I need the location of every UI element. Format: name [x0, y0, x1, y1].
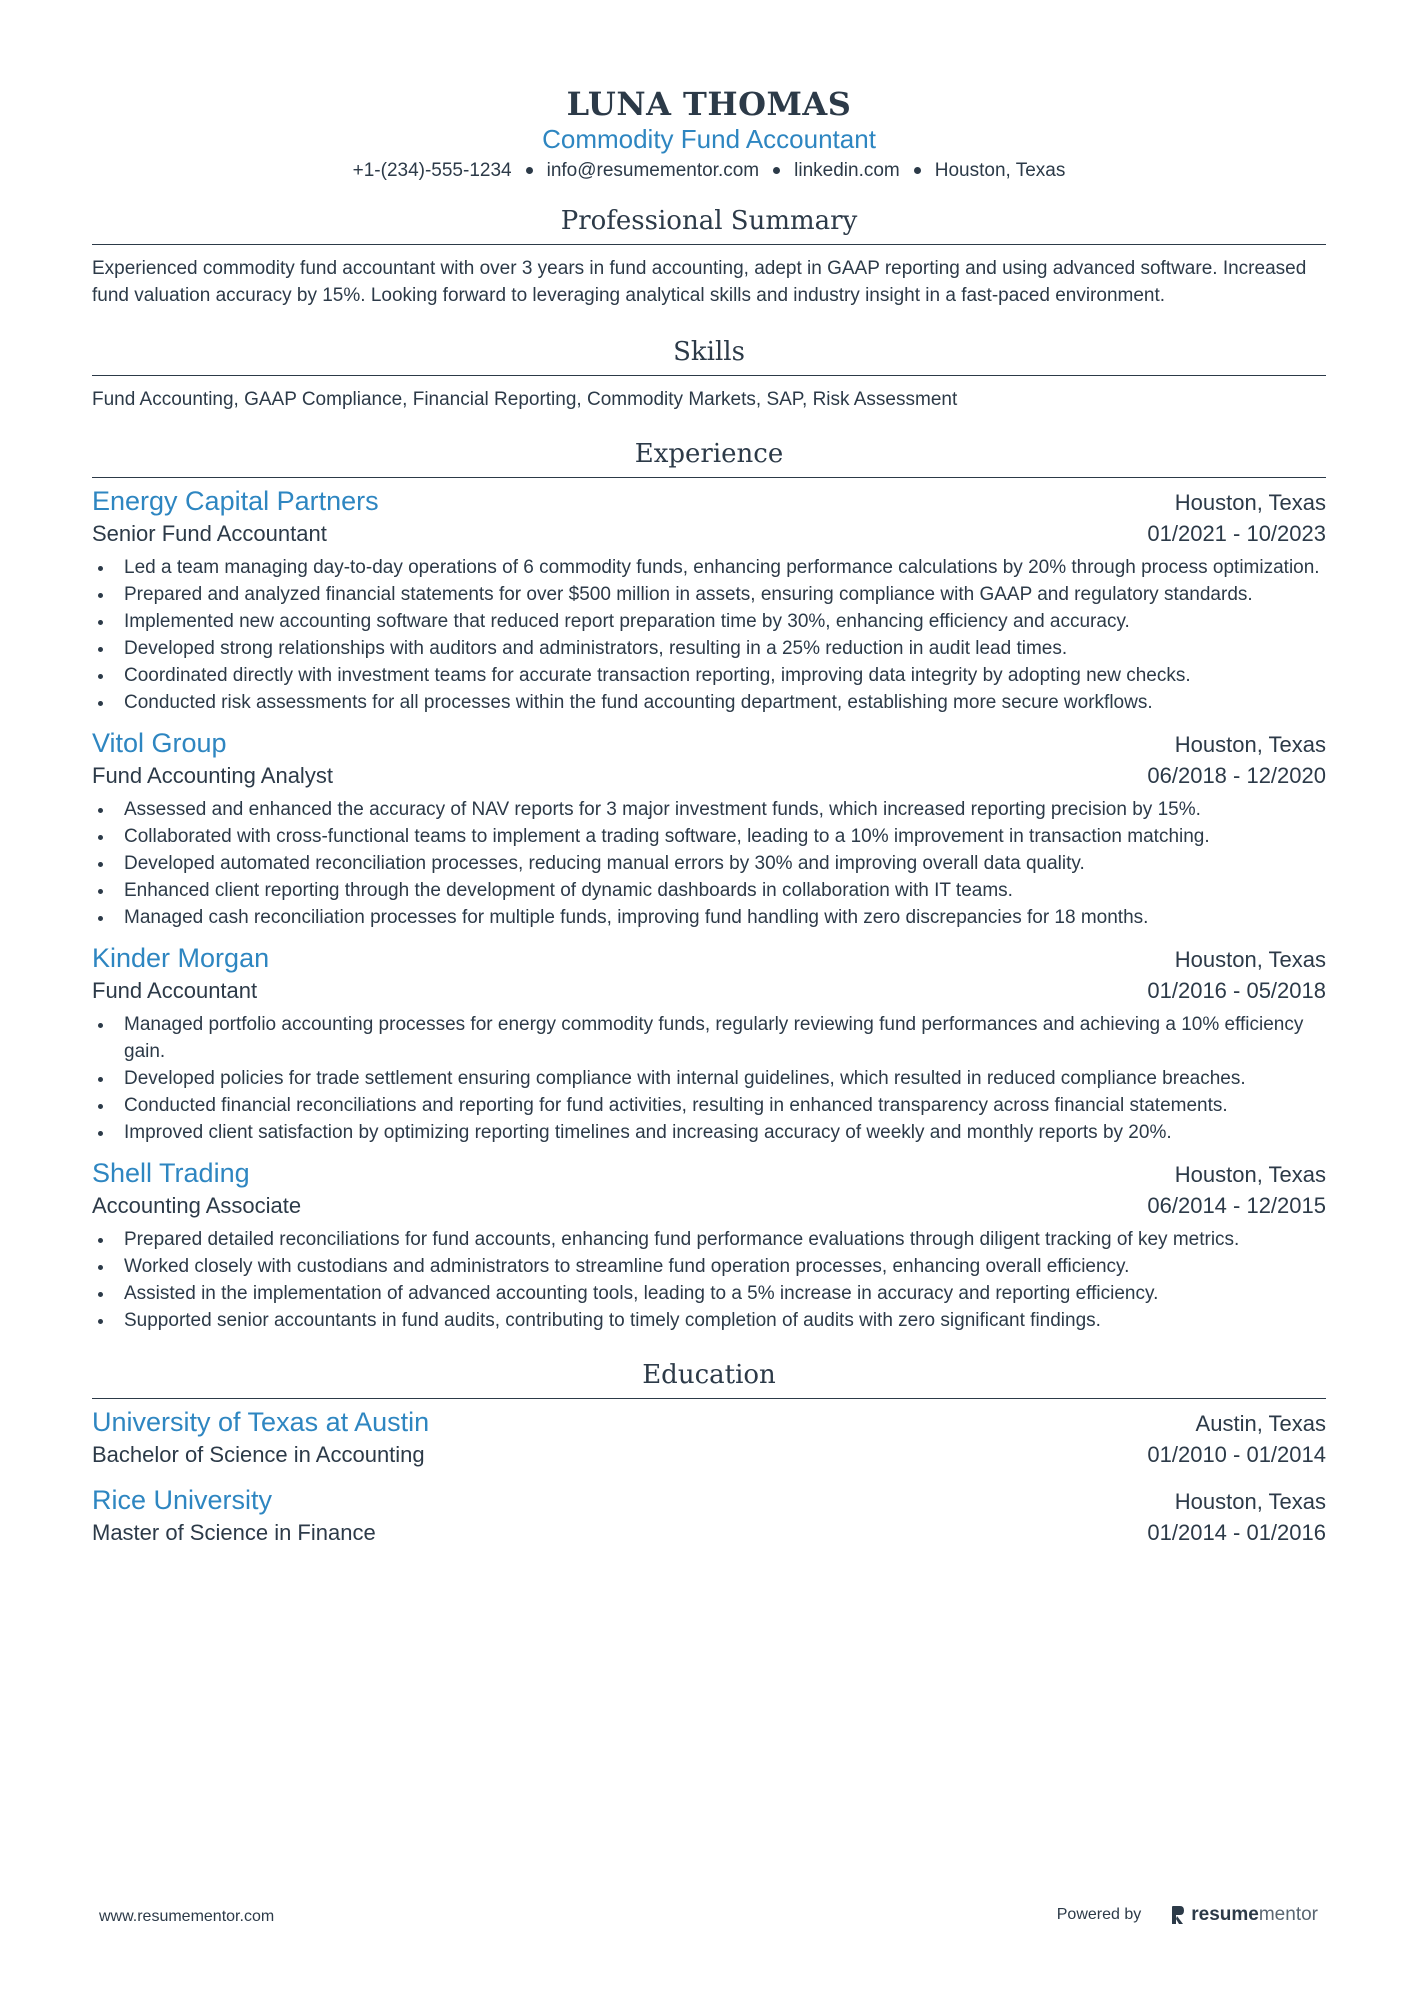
- resume-page: [92, 0, 1326, 1549]
- bullet-separator-icon: [526, 167, 533, 174]
- list-item: Prepared and analyzed financial statements for over $500 million in assets, ensuring compliance with GAAP and regulatory standards.: [92, 581, 1326, 608]
- list-item: Enhanced client reporting through the development of dynamic dashboards in collaboration with IT teams.: [92, 877, 1326, 904]
- brand-text-mentor: mentor: [1258, 1904, 1318, 1925]
- job-bullets: [92, 796, 1326, 931]
- location: Houston, Texas: [934, 160, 1066, 181]
- section-title-experience: Experience: [92, 437, 1326, 478]
- job-entry: [92, 1156, 1326, 1334]
- list-item: Developed strong relationships with auditors and administrators, resulting in a 25% reduction in audit lead times.: [92, 635, 1326, 662]
- list-item: Worked closely with custodians and administrators to streamline fund operation processes, enhancing overall efficiency.: [92, 1253, 1326, 1280]
- degree: Bachelor of Science in Accounting: [92, 1442, 425, 1467]
- resumementor-logo-icon: [1171, 1905, 1185, 1925]
- list-item: Coordinated directly with investment teams for accurate transaction reporting, improving data integrity by adopting new checks.: [92, 662, 1326, 689]
- section-title-summary: Professional Summary: [92, 204, 1326, 245]
- company-name: Shell Trading: [92, 1158, 250, 1188]
- school-name: University of Texas at Austin: [92, 1407, 430, 1437]
- education-section: [92, 1358, 1326, 1549]
- skills-section: [92, 335, 1326, 413]
- education-dates: 01/2010 - 01/2014: [1147, 1442, 1326, 1467]
- job-title: Senior Fund Accountant: [92, 521, 327, 546]
- email[interactable]: info@resumementor.com: [546, 160, 760, 181]
- phone: +1-(234)-555-1234: [352, 160, 512, 181]
- footer-branding: [1057, 1904, 1318, 1926]
- job-dates: 01/2021 - 10/2023: [1147, 521, 1326, 546]
- list-item: Collaborated with cross-functional teams to implement a trading software, leading to a 10% improvement in transaction matching.: [92, 823, 1326, 850]
- job-title: Fund Accounting Analyst: [92, 763, 333, 788]
- skills-text: Fund Accounting, GAAP Compliance, Financial Reporting, Commodity Markets, SAP, Risk Assessment: [92, 389, 958, 410]
- list-item: Supported senior accountants in fund audits, contributing to timely completion of audits with zero significant findings.: [92, 1307, 1326, 1334]
- school-location: Houston, Texas: [1174, 1489, 1326, 1514]
- section-title-skills: Skills: [92, 335, 1326, 376]
- contact-line: [92, 158, 1326, 184]
- education-dates: 01/2014 - 01/2016: [1147, 1520, 1326, 1545]
- list-item: Prepared detailed reconciliations for fund accounts, enhancing fund performance evaluations through diligent tracking of key metrics.: [92, 1226, 1326, 1253]
- list-item: Conducted risk assessments for all processes within the fund accounting department, establishing more secure workflows.: [92, 689, 1326, 716]
- list-item: Conducted financial reconciliations and reporting for fund activities, resulting in enhanced transparency across financial statements.: [92, 1092, 1326, 1119]
- list-item: Assisted in the implementation of advanced accounting tools, leading to a 5% increase in accuracy and reporting efficiency.: [92, 1280, 1326, 1307]
- job-location: Houston, Texas: [1174, 1162, 1326, 1187]
- resume-header: [92, 0, 1326, 184]
- job-bullets: [92, 1011, 1326, 1146]
- section-title-education: Education: [92, 1358, 1326, 1399]
- linkedin[interactable]: linkedin.com: [794, 160, 900, 181]
- job-entry: [92, 726, 1326, 931]
- job-bullets: [92, 1226, 1326, 1334]
- company-name: Energy Capital Partners: [92, 486, 379, 516]
- degree: Master of Science in Finance: [92, 1520, 376, 1545]
- company-name: Kinder Morgan: [92, 943, 270, 973]
- summary-text: Experienced commodity fund accountant with over 3 years in fund accounting, adept in GAAP reporting and using advanced software. Increased fund valuation accuracy by 15%. Looking forward to leveraging analytical skills and industry insight in a fast-paced environment.: [92, 258, 1307, 306]
- bullet-separator-icon: [773, 167, 780, 174]
- brand-logo[interactable]: [1171, 1904, 1318, 1926]
- job-dates: 06/2014 - 12/2015: [1147, 1193, 1326, 1218]
- summary-section: [92, 204, 1326, 309]
- brand-text-resume: resume: [1191, 1904, 1259, 1925]
- list-item: Developed automated reconciliation processes, reducing manual errors by 30% and improving overall data quality.: [92, 850, 1326, 877]
- list-item: Developed policies for trade settlement ensuring compliance with internal guidelines, which resulted in reduced compliance breaches.: [92, 1065, 1326, 1092]
- list-item: Assessed and enhanced the accuracy of NAV reports for 3 major investment funds, which increased reporting precision by 15%.: [92, 796, 1326, 823]
- job-bullets: [92, 554, 1326, 716]
- school-location: Austin, Texas: [1195, 1411, 1326, 1436]
- list-item: Managed cash reconciliation processes for multiple funds, improving fund handling with zero discrepancies for 18 months.: [92, 904, 1326, 931]
- education-entry: [92, 1405, 1326, 1471]
- candidate-name: LUNA THOMAS: [566, 85, 852, 123]
- list-item: Implemented new accounting software that reduced report preparation time by 30%, enhancing efficiency and accuracy.: [92, 608, 1326, 635]
- job-title: Fund Accountant: [92, 978, 258, 1003]
- job-dates: 01/2016 - 05/2018: [1147, 978, 1326, 1003]
- list-item: Improved client satisfaction by optimizing reporting timelines and increasing accuracy of weekly and monthly reports by 20%.: [92, 1119, 1326, 1146]
- candidate-headline: Commodity Fund Accountant: [542, 124, 876, 154]
- job-location: Houston, Texas: [1174, 732, 1326, 757]
- job-dates: 06/2018 - 12/2020: [1147, 763, 1326, 788]
- experience-section: [92, 437, 1326, 1334]
- footer-website[interactable]: www.resumementor.com: [99, 1908, 275, 1925]
- list-item: Managed portfolio accounting processes for energy commodity funds, regularly reviewing fund performances and achieving a 10% efficiency gain.: [92, 1011, 1326, 1065]
- list-item: Led a team managing day-to-day operations of 6 commodity funds, enhancing performance calculations by 20% through process optimization.: [92, 554, 1326, 581]
- job-location: Houston, Texas: [1174, 490, 1326, 515]
- education-entry: [92, 1483, 1326, 1549]
- school-name: Rice University: [92, 1485, 273, 1515]
- bullet-separator-icon: [914, 167, 921, 174]
- company-name: Vitol Group: [92, 728, 227, 758]
- job-entry: [92, 941, 1326, 1146]
- job-location: Houston, Texas: [1174, 947, 1326, 972]
- job-title: Accounting Associate: [92, 1193, 302, 1218]
- job-entry: [92, 484, 1326, 716]
- powered-by-label: Powered by: [1056, 1906, 1142, 1923]
